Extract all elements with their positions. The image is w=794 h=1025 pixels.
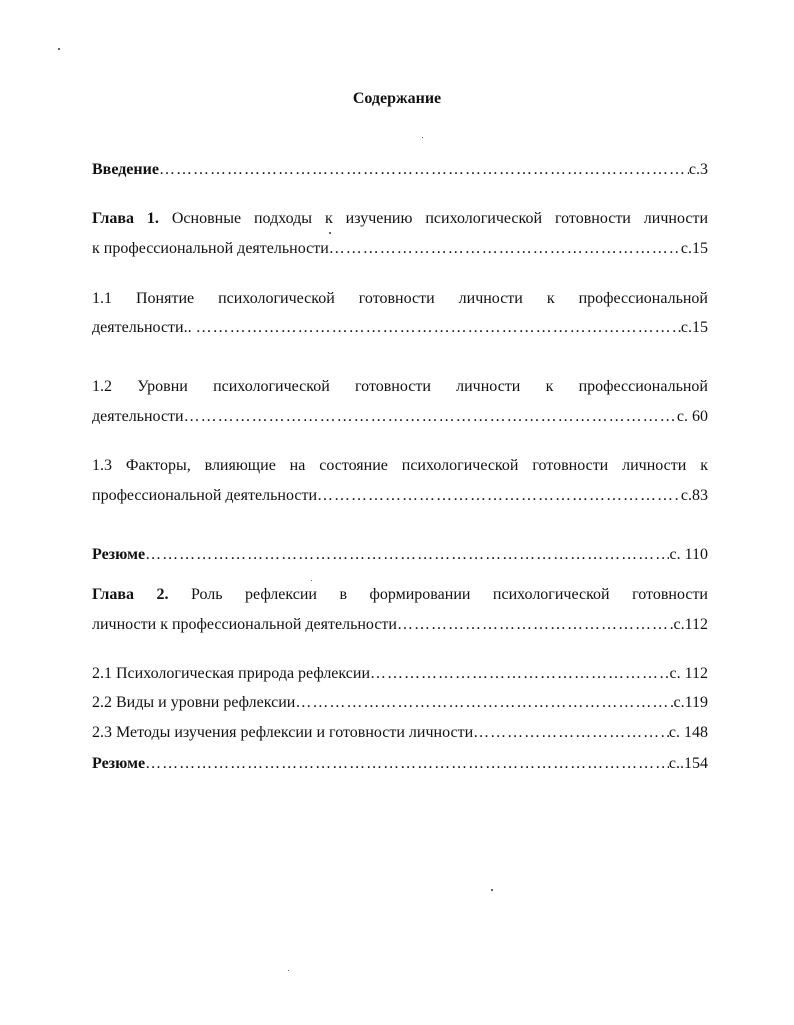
dot-leader xyxy=(397,615,674,635)
toc-entry-label: 2.1 Психологическая природа рефлексии xyxy=(92,665,371,682)
dot-leader xyxy=(473,723,669,743)
chapter-title: Роль рефлексии в формировании психологической готовности xyxy=(190,586,708,603)
toc-entry-label: 2.2 Виды и уровни рефлексии xyxy=(92,694,296,711)
toc-page-number: с. 112 xyxy=(669,665,708,682)
toc-entry-label: деятельности.. xyxy=(92,319,196,336)
dot-leader xyxy=(196,318,681,338)
scan-speck xyxy=(491,889,493,891)
scan-speck xyxy=(311,580,312,581)
scan-speck xyxy=(288,970,289,971)
toc-entry-label: деятельности xyxy=(92,408,184,425)
dot-leader xyxy=(184,407,677,427)
toc-entry-summary1 xyxy=(92,545,708,565)
toc-entry-label: 2.3 Методы изучения рефлексии и готовности личности xyxy=(92,724,474,741)
toc-entry-chapter2 xyxy=(92,615,708,635)
toc-section-1-1-line1: 1.1 Понятие психологической готовности личности к профессиональной xyxy=(92,290,708,307)
toc-page-number: с.15 xyxy=(680,240,708,257)
toc-page-number: с..154 xyxy=(668,755,708,772)
toc-entry-section-1-2 xyxy=(92,407,708,427)
toc-entry-section-1-3 xyxy=(92,486,708,506)
toc-entry-section-2-2 xyxy=(92,693,708,713)
toc-page-number: с.112 xyxy=(673,616,708,633)
dot-leader xyxy=(370,664,669,684)
dot-leader xyxy=(317,486,681,506)
toc-entry-section-2-3 xyxy=(92,723,708,743)
toc-page-number: с. 60 xyxy=(676,408,708,425)
scan-speck xyxy=(422,137,423,138)
toc-entry-label: Резюме xyxy=(92,755,146,772)
chapter-prefix: Глава 2. xyxy=(92,586,169,603)
toc-entry-section-1-1 xyxy=(92,318,708,338)
toc-entry-summary2 xyxy=(92,754,708,774)
dot-leader xyxy=(145,754,669,774)
toc-page-number: с. 110 xyxy=(669,546,708,563)
dot-leader xyxy=(295,693,673,713)
toc-entry-label: личности к профессиональной деятельности xyxy=(92,616,397,633)
toc-entry-label: Введение xyxy=(92,161,159,178)
dot-leader xyxy=(159,160,689,180)
toc-section-1-3-line1: 1.3 Факторы, влияющие на состояние психологической готовности личности к xyxy=(92,457,708,474)
toc-page-number: с. 148 xyxy=(668,724,708,741)
scan-speck xyxy=(329,232,331,234)
page-title: Содержание xyxy=(352,90,442,107)
toc-page-number: с.3 xyxy=(688,161,708,178)
toc-section-1-2-line1: 1.2 Уровни психологической готовности личности к профессиональной xyxy=(92,378,708,395)
dot-leader xyxy=(329,239,681,259)
toc-page-number: с.15 xyxy=(680,319,708,336)
toc-chapter2-line1 xyxy=(92,585,708,605)
toc-page-number: с.83 xyxy=(680,487,708,504)
toc-entry-chapter1 xyxy=(92,239,708,259)
toc-entry-label: к профессиональной деятельности xyxy=(92,240,329,257)
toc-chapter1-line1 xyxy=(92,209,708,229)
toc-entry-intro xyxy=(92,160,708,180)
dot-leader xyxy=(145,545,669,565)
toc-entry-section-2-1 xyxy=(92,664,708,684)
toc-entry-label: Резюме xyxy=(92,546,146,563)
chapter-prefix: Глава 1. xyxy=(92,210,159,227)
chapter-title: Основные подходы к изучению психологической готовности личности xyxy=(171,210,709,227)
toc-page-number: с.119 xyxy=(673,694,708,711)
toc-entry-label: профессиональной деятельности xyxy=(92,487,317,504)
scan-speck xyxy=(58,48,60,50)
